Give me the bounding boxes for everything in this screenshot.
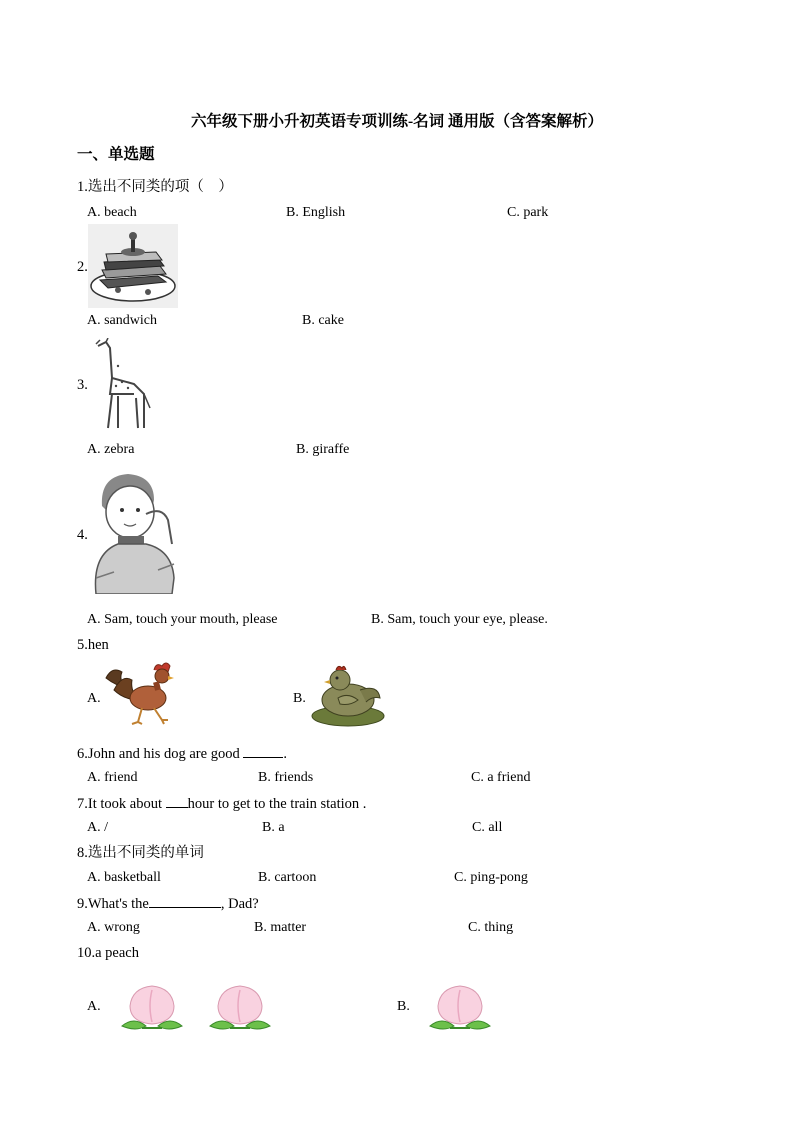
question-6-option-b[interactable]: B. friends bbox=[258, 770, 314, 785]
question-6-option-a[interactable]: A. friend bbox=[87, 770, 138, 785]
question-9-option-c[interactable]: C. thing bbox=[468, 920, 514, 935]
question-4-number: 4. bbox=[77, 527, 88, 543]
question-4-option-b[interactable]: B. Sam, touch your eye, please. bbox=[371, 612, 548, 627]
question-3-number: 3. bbox=[77, 377, 88, 393]
question-8-option-b[interactable]: B. cartoon bbox=[258, 870, 317, 885]
rooster-image bbox=[102, 660, 184, 726]
question-7-stem: 7.It took about hour to get to the train station . bbox=[77, 796, 367, 812]
section-heading: 一、单选题 bbox=[77, 146, 155, 163]
giraffe-image bbox=[88, 338, 152, 430]
question-7-option-a[interactable]: A. / bbox=[87, 820, 108, 835]
question-9-option-a[interactable]: A. wrong bbox=[87, 920, 140, 935]
question-7-option-b[interactable]: B. a bbox=[262, 820, 285, 835]
question-1-stem: 1.选出不同类的项（ ） bbox=[77, 179, 233, 195]
page-title: 六年级下册小升初英语专项训练-名词 通用版（含答案解析） bbox=[190, 113, 604, 130]
question-1-option-c[interactable]: C. park bbox=[507, 205, 549, 220]
question-2-option-b[interactable]: B. cake bbox=[302, 313, 344, 328]
question-10-option-b[interactable]: B. bbox=[397, 999, 410, 1014]
question-5-stem: 5.hen bbox=[77, 637, 109, 653]
question-9-blank bbox=[149, 894, 221, 908]
peach-icon bbox=[208, 982, 272, 1034]
question-5-option-a[interactable]: A. bbox=[87, 691, 101, 706]
question-1-option-b[interactable]: B. English bbox=[286, 205, 346, 220]
boy-touching-eye-image bbox=[88, 470, 184, 594]
question-10-stem: 10.a peach bbox=[77, 945, 139, 961]
question-7-option-c[interactable]: C. all bbox=[472, 820, 503, 835]
question-6-stem: 6.John and his dog are good . bbox=[77, 746, 287, 762]
question-9-stem: 9.What's the , Dad? bbox=[77, 896, 259, 912]
question-6-blank bbox=[243, 744, 283, 758]
question-8-option-c[interactable]: C. ping-pong bbox=[454, 870, 528, 885]
question-1-option-a[interactable]: A. beach bbox=[87, 205, 137, 220]
peach-icon bbox=[428, 982, 492, 1034]
question-8-option-a[interactable]: A. basketball bbox=[87, 870, 161, 885]
hen-image bbox=[310, 660, 386, 728]
question-8-stem: 8.选出不同类的单词 bbox=[77, 845, 204, 861]
peach-icon bbox=[120, 982, 184, 1034]
question-4-option-a[interactable]: A. Sam, touch your mouth, please bbox=[87, 612, 278, 627]
question-5-option-b[interactable]: B. bbox=[293, 691, 306, 706]
question-6-option-c[interactable]: C. a friend bbox=[471, 770, 531, 785]
question-10-option-a[interactable]: A. bbox=[87, 999, 101, 1014]
sandwich-cake-image bbox=[88, 224, 178, 308]
question-9-option-b[interactable]: B. matter bbox=[254, 920, 307, 935]
question-3-option-b[interactable]: B. giraffe bbox=[296, 442, 350, 457]
question-2-number: 2. bbox=[77, 259, 88, 275]
question-7-blank bbox=[166, 794, 188, 808]
question-2-option-a[interactable]: A. sandwich bbox=[87, 313, 157, 328]
question-3-option-a[interactable]: A. zebra bbox=[87, 442, 135, 457]
